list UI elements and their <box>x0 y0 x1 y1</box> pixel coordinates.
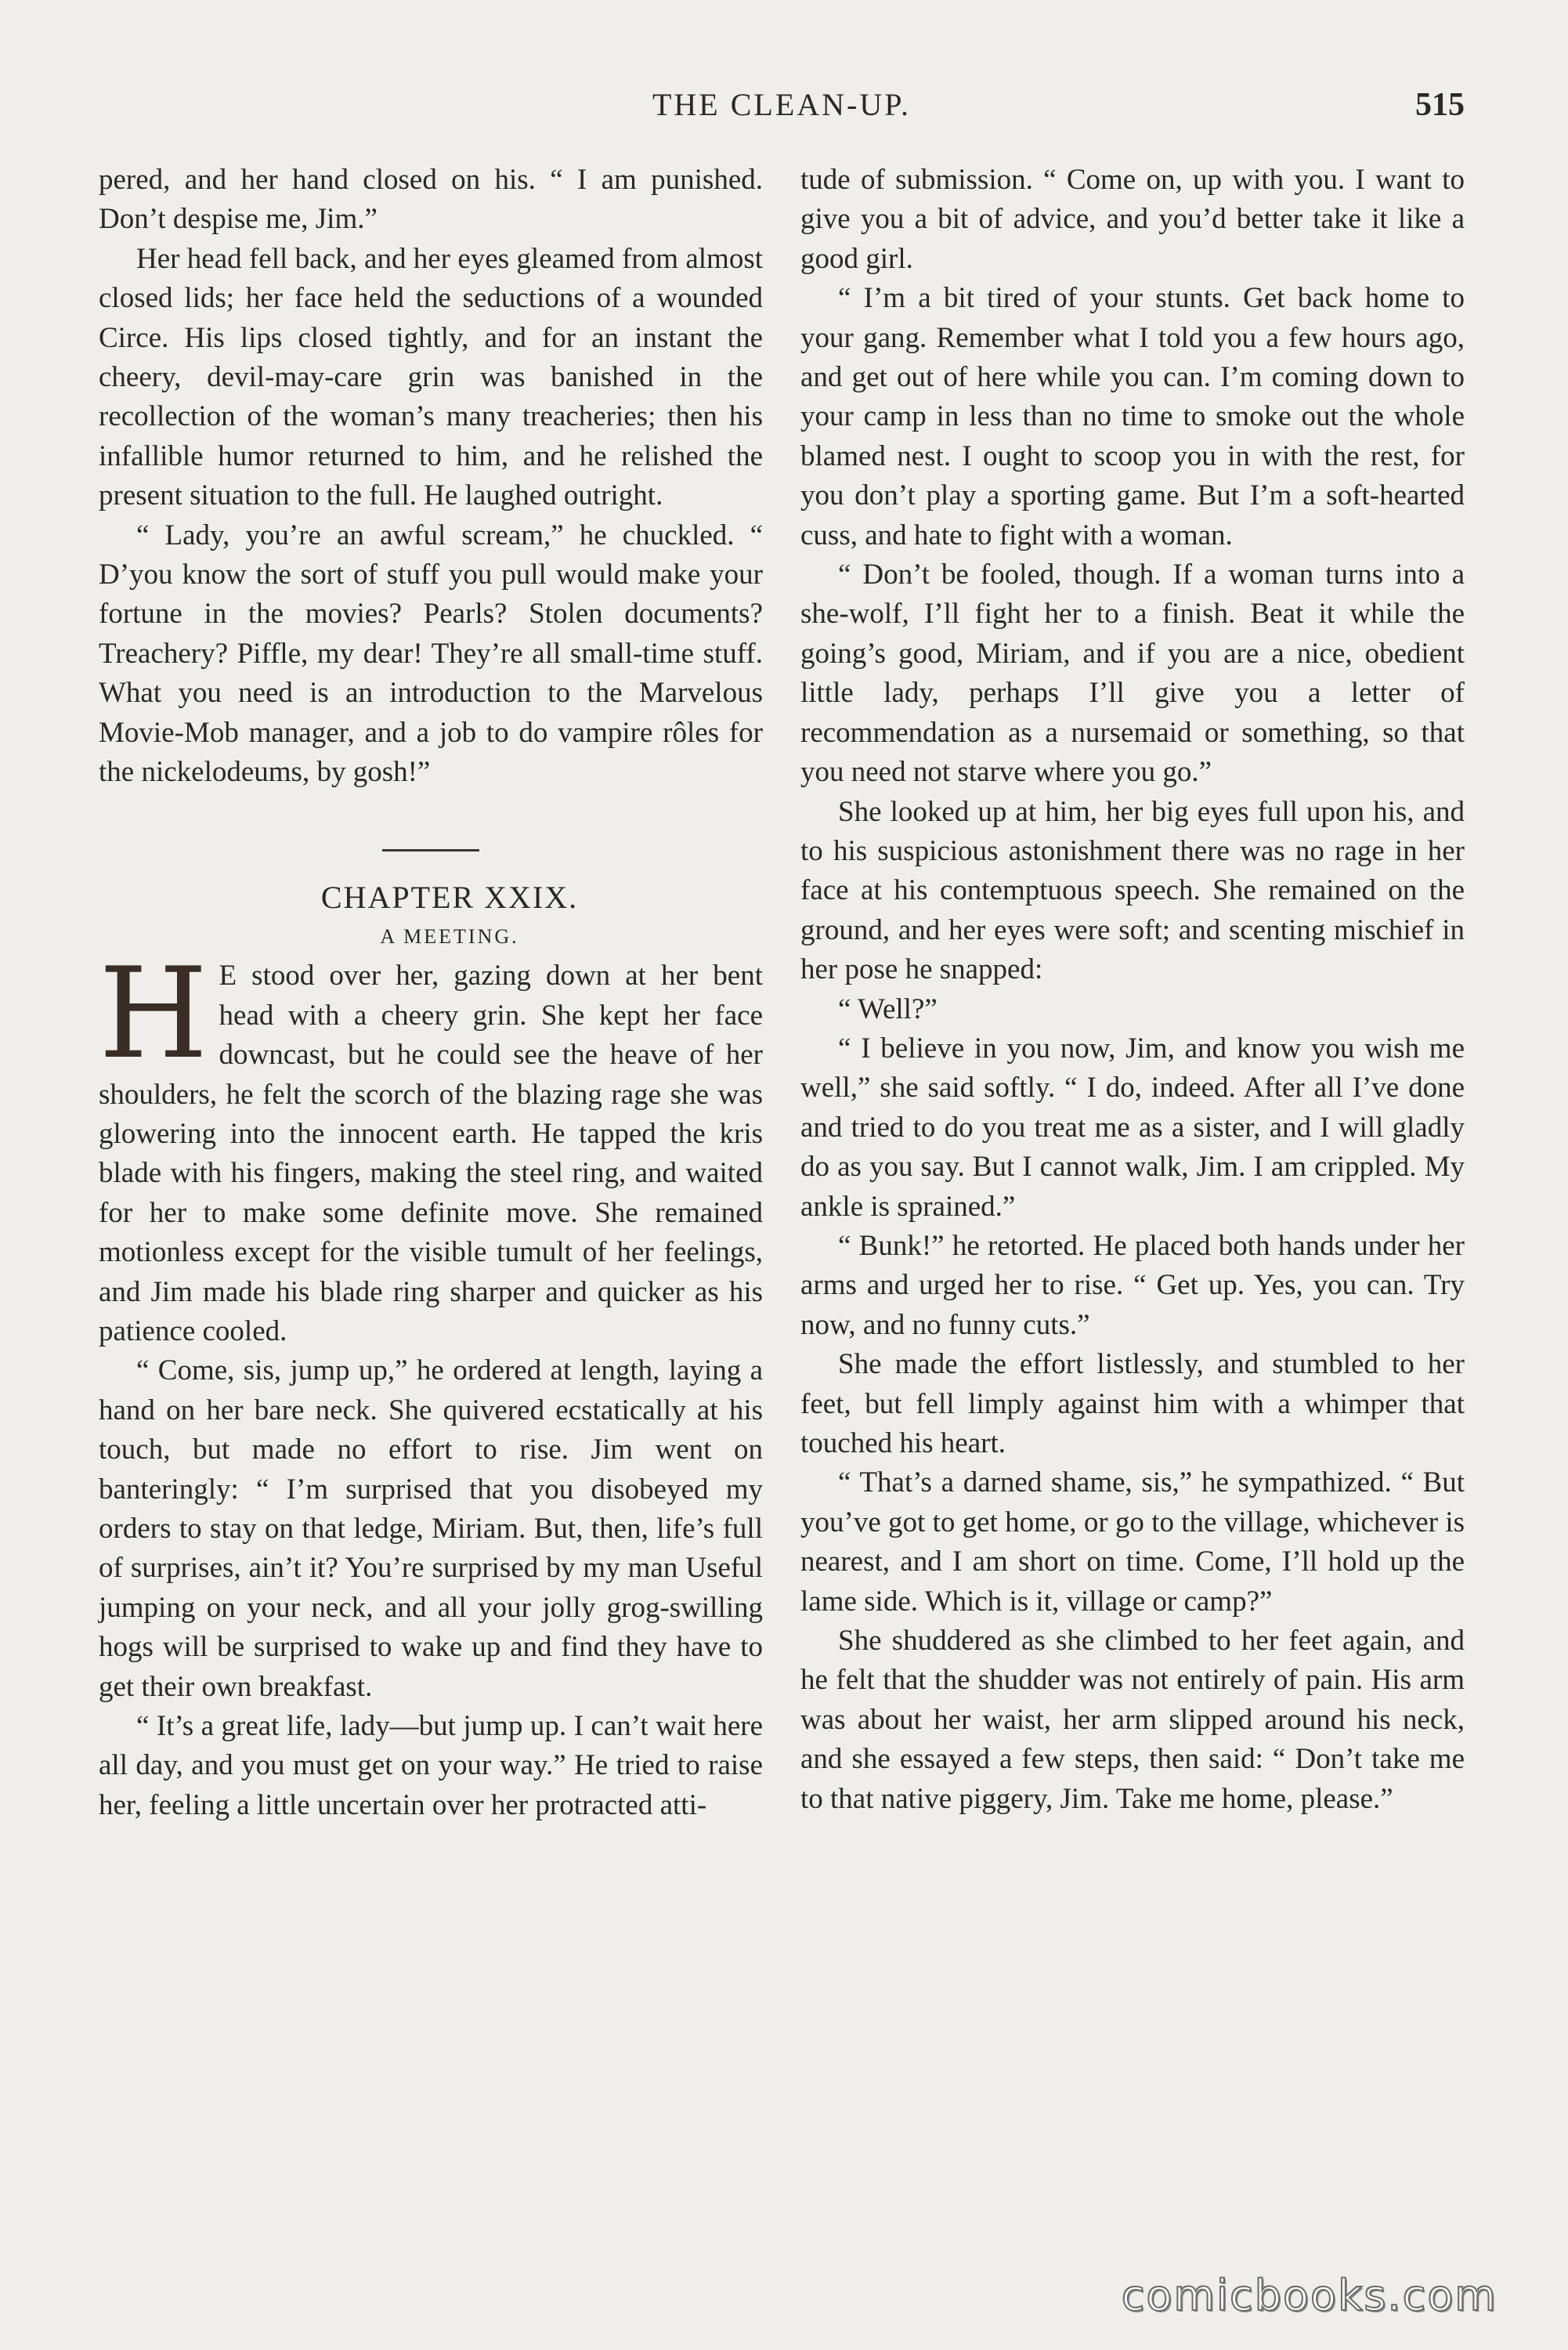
opening-paragraph <box>99 940 763 1351</box>
page-number: 515 <box>1415 87 1465 123</box>
running-title: THE CLEAN-UP. <box>652 87 912 122</box>
watermark-logo: comicbooks.com <box>1121 2271 1498 2320</box>
drop-cap: H <box>99 940 208 1087</box>
paragraph: She shuddered as she climbed to her feet again, and he felt that the shudder was not entirely of pain. His arm was about her waist, her arm slipped around his neck, and she essayed a few steps, then said: “ Don’t take me to that native piggery, Jim. Take me home, please.” <box>800 1625 1465 1815</box>
paragraph: She made the effort listlessly, and stumbled to her feet, but fell limply against him with a whimper that touched his heart. <box>800 1348 1465 1459</box>
paragraph: “ I believe in you now, Jim, and know you wish me well,” she said softly. “ I do, indeed. After all I’ve done and tried to do you treat me as a sister, and I will gladly do as you say. But I cannot walk, Jim. I am crippled. My ankle is sprained.” <box>800 1032 1465 1223</box>
paragraph: “ Don’t be fooled, though. If a woman turns into a she-wolf, I’ll fight her to a finish. Beat it while the going’s good, Miriam, and if you are a nice, obedient little lady, perhaps I’ll give you a letter of recommendation as a nursemaid or something, so that you need not starve where you go.” <box>800 559 1465 789</box>
paragraph: She looked up at him, her big eyes full upon his, and to his suspicious astonishment there was no rage in her face at his contemptuous speech. She remained on the ground, and her eyes were soft; and scenting mischief in her pose he snapped: <box>800 795 1465 986</box>
paragraph: pered, and her hand closed on his. “ I am punished. Don’t despise me, Jim.” <box>99 164 763 236</box>
page-header <box>99 86 1465 133</box>
paragraph: “ It’s a great life, lady—but jump up. I can’t wait here all day, and you must get on your way.” He tried to raise her, feeling a little uncertain over her protracted atti- <box>99 1710 763 1821</box>
paragraph: “ I’m a bit tired of your stunts. Get back home to your gang. Remember what I told you a few hours ago, and get out of here while you can. I’m coming down to your camp in less than no time to smoke out the whole blamed nest. I ought to scoop you in with the rest, for you don’t play a sporting game. But I’m a soft-hearted cuss, and hate to fight with a woman. <box>800 282 1465 551</box>
right-column <box>800 161 1465 1819</box>
paragraph: “ Bunk!” he retorted. He placed both hands under her arms and urged her to rise. “ Get up. Yes, you can. Try now, and no funny cuts.” <box>800 1229 1465 1341</box>
paragraph: “ Come, sis, jump up,” he ordered at length, laying a hand on her bare neck. She quivered ecstatically at his touch, but made no effort to rise. Jim went on banteringly: “ I’m surprised that you disobeyed my orders to stay on that ledge, Miriam. But, then, life’s full of surprises, ain’t it? You’re surprised by my man Useful jumping on your neck, and all your jolly grog-swilling hogs will be surprised to wake up and find they have to get their own breakfast. <box>99 1354 763 1703</box>
chapter-title: CHAPTER XXIX. <box>320 879 579 915</box>
paragraph: “ Well?” <box>838 992 938 1025</box>
chapter-divider <box>382 849 479 851</box>
left-column <box>99 161 763 1825</box>
chapter-subtitle: A MEETING. <box>380 924 519 948</box>
paragraph: Her head fell back, and her eyes gleamed from almost closed lids; her face held the seductions of a wounded Circe. His lips closed tightly, and for an instant the cheery, devil-may-care grin was banished in the recollection of the woman’s many treacheries; then his infallible humor returned to him, and he relished the present situation to the full. He laughed outright. <box>99 242 763 512</box>
paragraph: “ That’s a darned shame, sis,” he sympathized. “ But you’ve got to get home, or go to the village, whichever is nearest, and I am short on time. Come, I’ll hold up the lame side. Which is it, village or camp?” <box>800 1466 1465 1618</box>
paragraph: tude of submission. “ Come on, up with you. I want to give you a bit of advice, and you’d better take it like a good girl. <box>800 164 1465 275</box>
paragraph: “ Lady, you’re an awful scream,” he chuckled. “ D’you know the sort of stuff you pull would make your fortune in the movies? Pearls? Stolen documents? Treachery? Piffle, my dear! They’re all small-time stuff. What you need is an introduction to the Marvelous Movie-Mob manager, and a job to do vampire rôles for the nickelodeums, by gosh!” <box>99 519 763 789</box>
opening-paragraph-text: E stood over her, gazing down at her bent head with a cheery grin. She kept her face downcast, but he could see the heave of her shoulders, he felt the scorch of the blazing rage she was glowering into the innocent earth. He tapped the kris blade with his fingers, making the steel ring, and waited for her to make some definite move. She remained motionless except for the visible tumult of her feelings, and Jim made his blade ring sharper and quicker as his patience cooled. <box>99 960 763 1347</box>
